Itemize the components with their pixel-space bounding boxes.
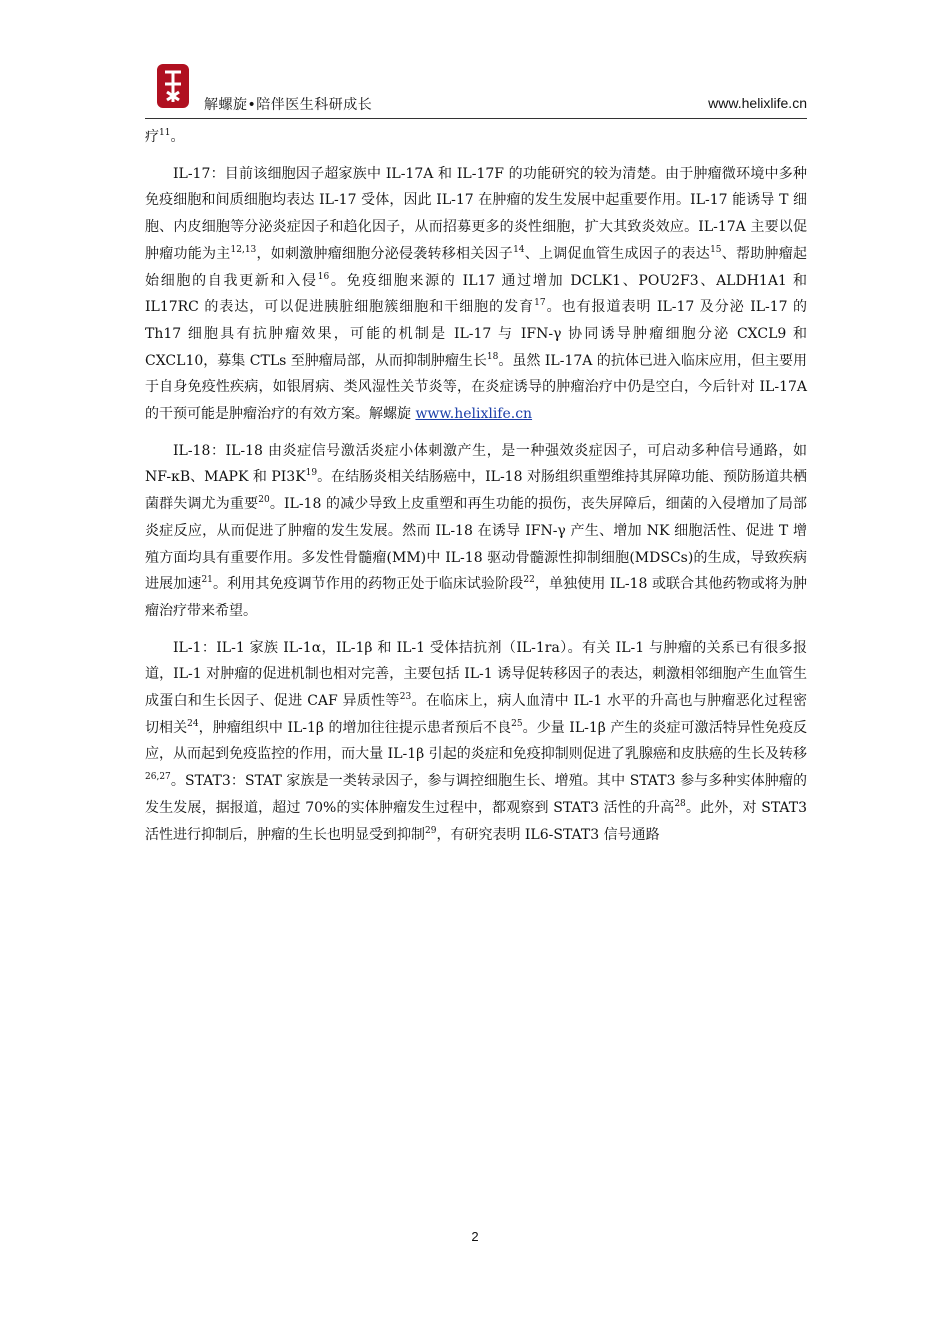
paragraph-il1: IL-1：IL-1 家族 IL-1α，IL-1β 和 IL-1 受体拮抗剂（IL-1ra）。有关 IL-1 与肿瘤的关系已有很多报道，IL-1 对肿瘤的促进机制也相对完善，主要包括 IL-1 诱导促转移因子的表达，刺激相邻细胞产生血管生成蛋白和生长因子、促进 CAF 异质性等$^{23}$。在临床上，病人血清中 IL-1 水平的升高也与肿瘤恶化过程密切相关$^{24}$，肿瘤组织中 IL-1β 的增加往往提示患者预后不良$^{25}$。少量 IL-1β 产生的炎症可激活特异性免疫反应，从而起到免疫监控的作用，而大量 IL-1β 引起的炎症和免疫抑制则促进了乳腺癌和皮肤癌的生长及转移$^{26,27}$。STAT3：STAT 家族是一类转录因子，参与调控细胞生长、增殖。其中 STAT3 参与多种实体肿瘤的发生发展，据报道，超过 70%的实体肿瘤发生过程中，都观察到 STAT3 活性的升高$^{28}$。此外，对 STAT3 活性进行抑制后，肿瘤的生长也明显受到抑制$^{29}$，有研究表明 IL6-STAT3 信号通路	[145, 639, 807, 843]
site-url[interactable]: www.helixlife.cn	[708, 95, 807, 111]
paragraph-continuation: 疗$^{11}$。	[145, 128, 185, 145]
helixlife-link[interactable]: www.helixlife.cn	[415, 406, 533, 423]
paragraph-il17: IL-17：目前该细胞因子超家族中 IL-17A 和 IL-17F 的功能研究的较为清楚。由于肿瘤微环境中多种免疫细胞和间质细胞均表达 IL-17 受体，因此 IL-17 在肿瘤的发生发展中起重要作用。IL-17 能诱导 T 细胞、内皮细胞等分泌炎症因子和趋化因子，从而招募更多的炎性细胞，扩大其致炎效应。IL-17A 主要以促肿瘤功能为主$^{12,13}$，如刺激肿瘤细胞分泌侵袭转移相关因子$^{14}$、上调促血管生成因子的表达$^{15}$、帮助肿瘤起始细胞的自我更新和入侵$^{16}$。免疫细胞来源的 IL17 通过增加 DCLK1、POU2F3、ALDH1A1 和 IL17RC 的表达，可以促进胰脏细胞簇细胞和干细胞的发育$^{17}$。也有报道表明 IL-17 及分泌 IL-17 的 Th17 细胞具有抗肿瘤效果，可能的机制是 IL-17 与 IFN-γ 协同诱导肿瘤细胞分泌 CXCL9 和 CXCL10，募集 CTLs 至肿瘤局部，从而抑制肿瘤生长$^{18}$。虽然 IL-17A 的抗体已进入临床应用，但主要用于自身免疫性疾病，如银屑病、类风湿性关节炎等，在炎症诱导的肿瘤治疗中仍是空白，今后针对 IL-17A 的干预可能是肿瘤治疗的有效方案。解螺旋 www.helixlife.cn	[145, 165, 808, 423]
helixlife-seal-logo	[155, 62, 191, 110]
brand-slogan: 解螺旋•陪伴医生科研成长	[204, 97, 373, 113]
page-number: 2	[471, 1229, 479, 1244]
article-body	[145, 124, 807, 848]
page-header	[145, 62, 807, 120]
paragraph-il18: IL-18：IL-18 由炎症信号激活炎症小体刺激产生，是一种强效炎症因子，可启动多种信号通路，如 NF-κB、MAPK 和 $PI3K^{19}$。在结肠炎相关结肠癌中，IL-18 对肠组织重塑维持其屏障功能、预防肠道共栖菌群失调尤为重要$^{20}$。IL-18 的减少导致上皮重塑和再生功能的损伤，丧失屏障后，细菌的入侵增加了局部炎症反应，从而促进了肿瘤的发生发展。然而 IL-18 在诱导 IFN-γ 产生、增加 NK 细胞活性、促进 T 增殖方面均具有重要作用。多发性骨髓瘤(MM)中 IL-18 驱动骨髓源性抑制细胞(MDSCs)的生成，导致疾病进展加速$^{21}$。利用其免疫调节作用的药物正处于临床试验阶段$^{22}$，单独使用 IL-18 或联合其他药物或将为肿瘤治疗带来希望。	[145, 442, 808, 619]
header-rule	[145, 118, 807, 119]
